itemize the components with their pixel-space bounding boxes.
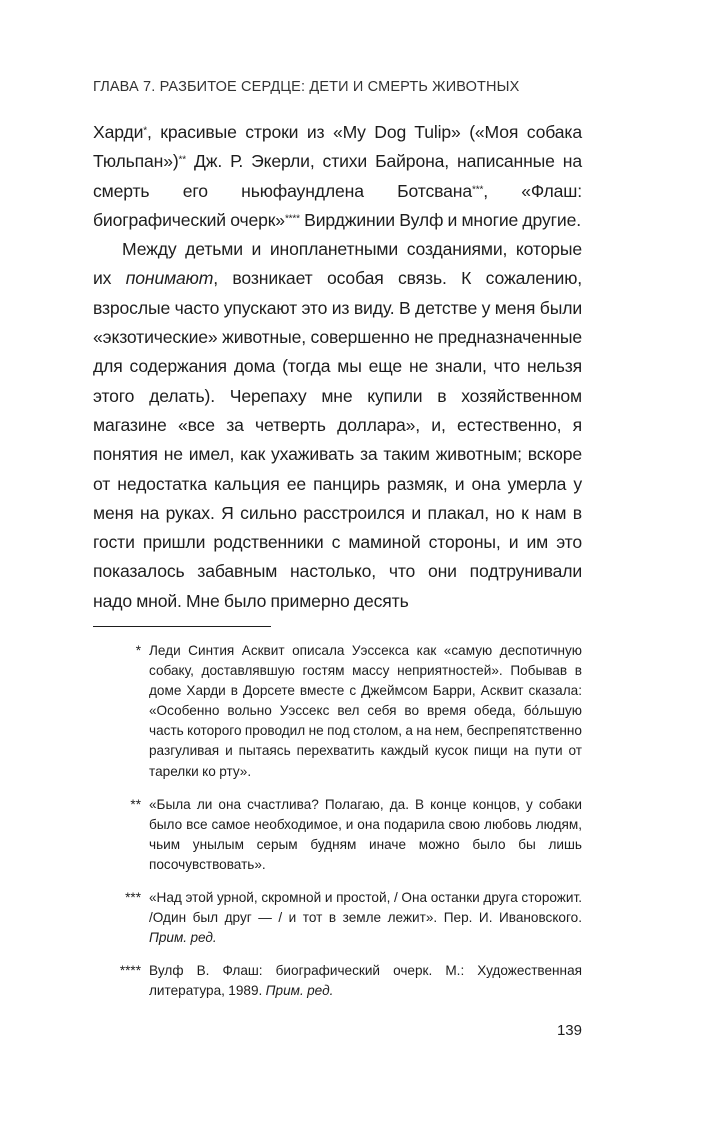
page-number: 139 — [556, 1022, 582, 1039]
footnotes — [93, 641, 582, 1015]
emphasis-text: Прим. ред. — [149, 930, 217, 946]
footnote-ref-4[interactable]: **** — [284, 213, 300, 225]
footnote-mark: **** — [119, 963, 141, 979]
text-span: «Над этой урной, скромной и простой, / Она останки друга сторожит. /Один был друг — / и тот в земле лежит». Пер. И. Ивановского. — [149, 890, 582, 926]
footnote-mark: ** — [130, 796, 141, 812]
emphasis-text: Прим. ред. — [265, 983, 334, 999]
footnote-mark: *** — [125, 890, 141, 906]
footnote-3 — [93, 888, 582, 948]
running-header: ГЛАВА 7. РАЗБИТОЕ СЕРДЦЕ: ДЕТИ И СМЕРТЬ ЖИВОТНЫХ — [93, 79, 520, 95]
paragraph-1 — [93, 118, 582, 235]
main-text — [93, 118, 582, 616]
footnote-text — [149, 795, 582, 875]
text-span: , красивые строки из «My Dog Tulip» («Моя собака Тюльпан») — [93, 122, 582, 172]
footnote-ref-1[interactable]: * — [143, 125, 147, 137]
footnote-text — [149, 961, 582, 1001]
text-span: , «Флаш: биографический очерк» — [93, 180, 582, 230]
footnote-ref-3[interactable]: *** — [471, 184, 484, 196]
footnote-mark: * — [135, 643, 141, 658]
emphasis-text: понимают — [125, 268, 214, 289]
footnote-4 — [93, 961, 582, 1001]
text-span: Вулф В. Флаш: биографический очерк. М.: Художественная литература, 1989. — [149, 963, 582, 999]
footnote-1 — [93, 641, 582, 782]
footnote-divider — [93, 626, 271, 627]
footnote-ref-2[interactable]: ** — [178, 154, 187, 166]
text-span: , возникает особая связь. К сожалению, взрослые часто упускают это из виду. В детстве у меня были «экзотические» животные, совершенно не предназначенные для содержания дома (тогда мы еще не знали, что нельзя этого делать). Черепаху мне купили в хозяйственном магазине «все за четверть доллара», и, естественно, я понятия не имел, как ухаживать за таким животным; вскоре от недостатка кальция ее панцирь размяк, и она умерла у меня на руках. Я сильно расстроился и плакал, но к нам в гости пришли родственники с маминой стороны, и им это показалось забавным настолько, что они подтрунивали надо мной. Мне было примерно десять — [93, 268, 582, 611]
paragraph-2 — [93, 235, 582, 616]
text-span: «Была ли она счастлива? Полагаю, да. В конце концов, у собаки было все самое необходимое, и она подарила свою любовь людям, чьим унылым серым будням иначе можно было бы лишь посочувствовать». — [149, 796, 582, 872]
footnote-2 — [93, 795, 582, 875]
text-span: Харди — [93, 122, 144, 142]
text-span: Между детьми и инопланетными созданиями, которые их — [93, 239, 582, 289]
footnote-text — [149, 888, 582, 948]
text-span: Вирджинии Вулф и многие другие. — [299, 209, 581, 230]
text-span: Дж. Р. Экерли, стихи Байрона, написанные на смерть его ньюфаундлена Ботсвана — [93, 151, 582, 201]
text-span: Леди Синтия Асквит описала Уэссекса как «самую деспотичную собаку, доставлявшую гостям массу неприятностей». Побывав в доме Харди в Дорсете вместе с Джеймсом Барри, Асквит сказала: «Особенно вольно Уэссекс вел себя во время обеда, бо́льшую часть которого проводил не под столом, а на нем, беспрепятственно разгуливая и пытаясь перехватить каждый кусок пищи на пути от тарелки ко рту». — [149, 643, 582, 779]
footnote-text — [149, 641, 582, 782]
